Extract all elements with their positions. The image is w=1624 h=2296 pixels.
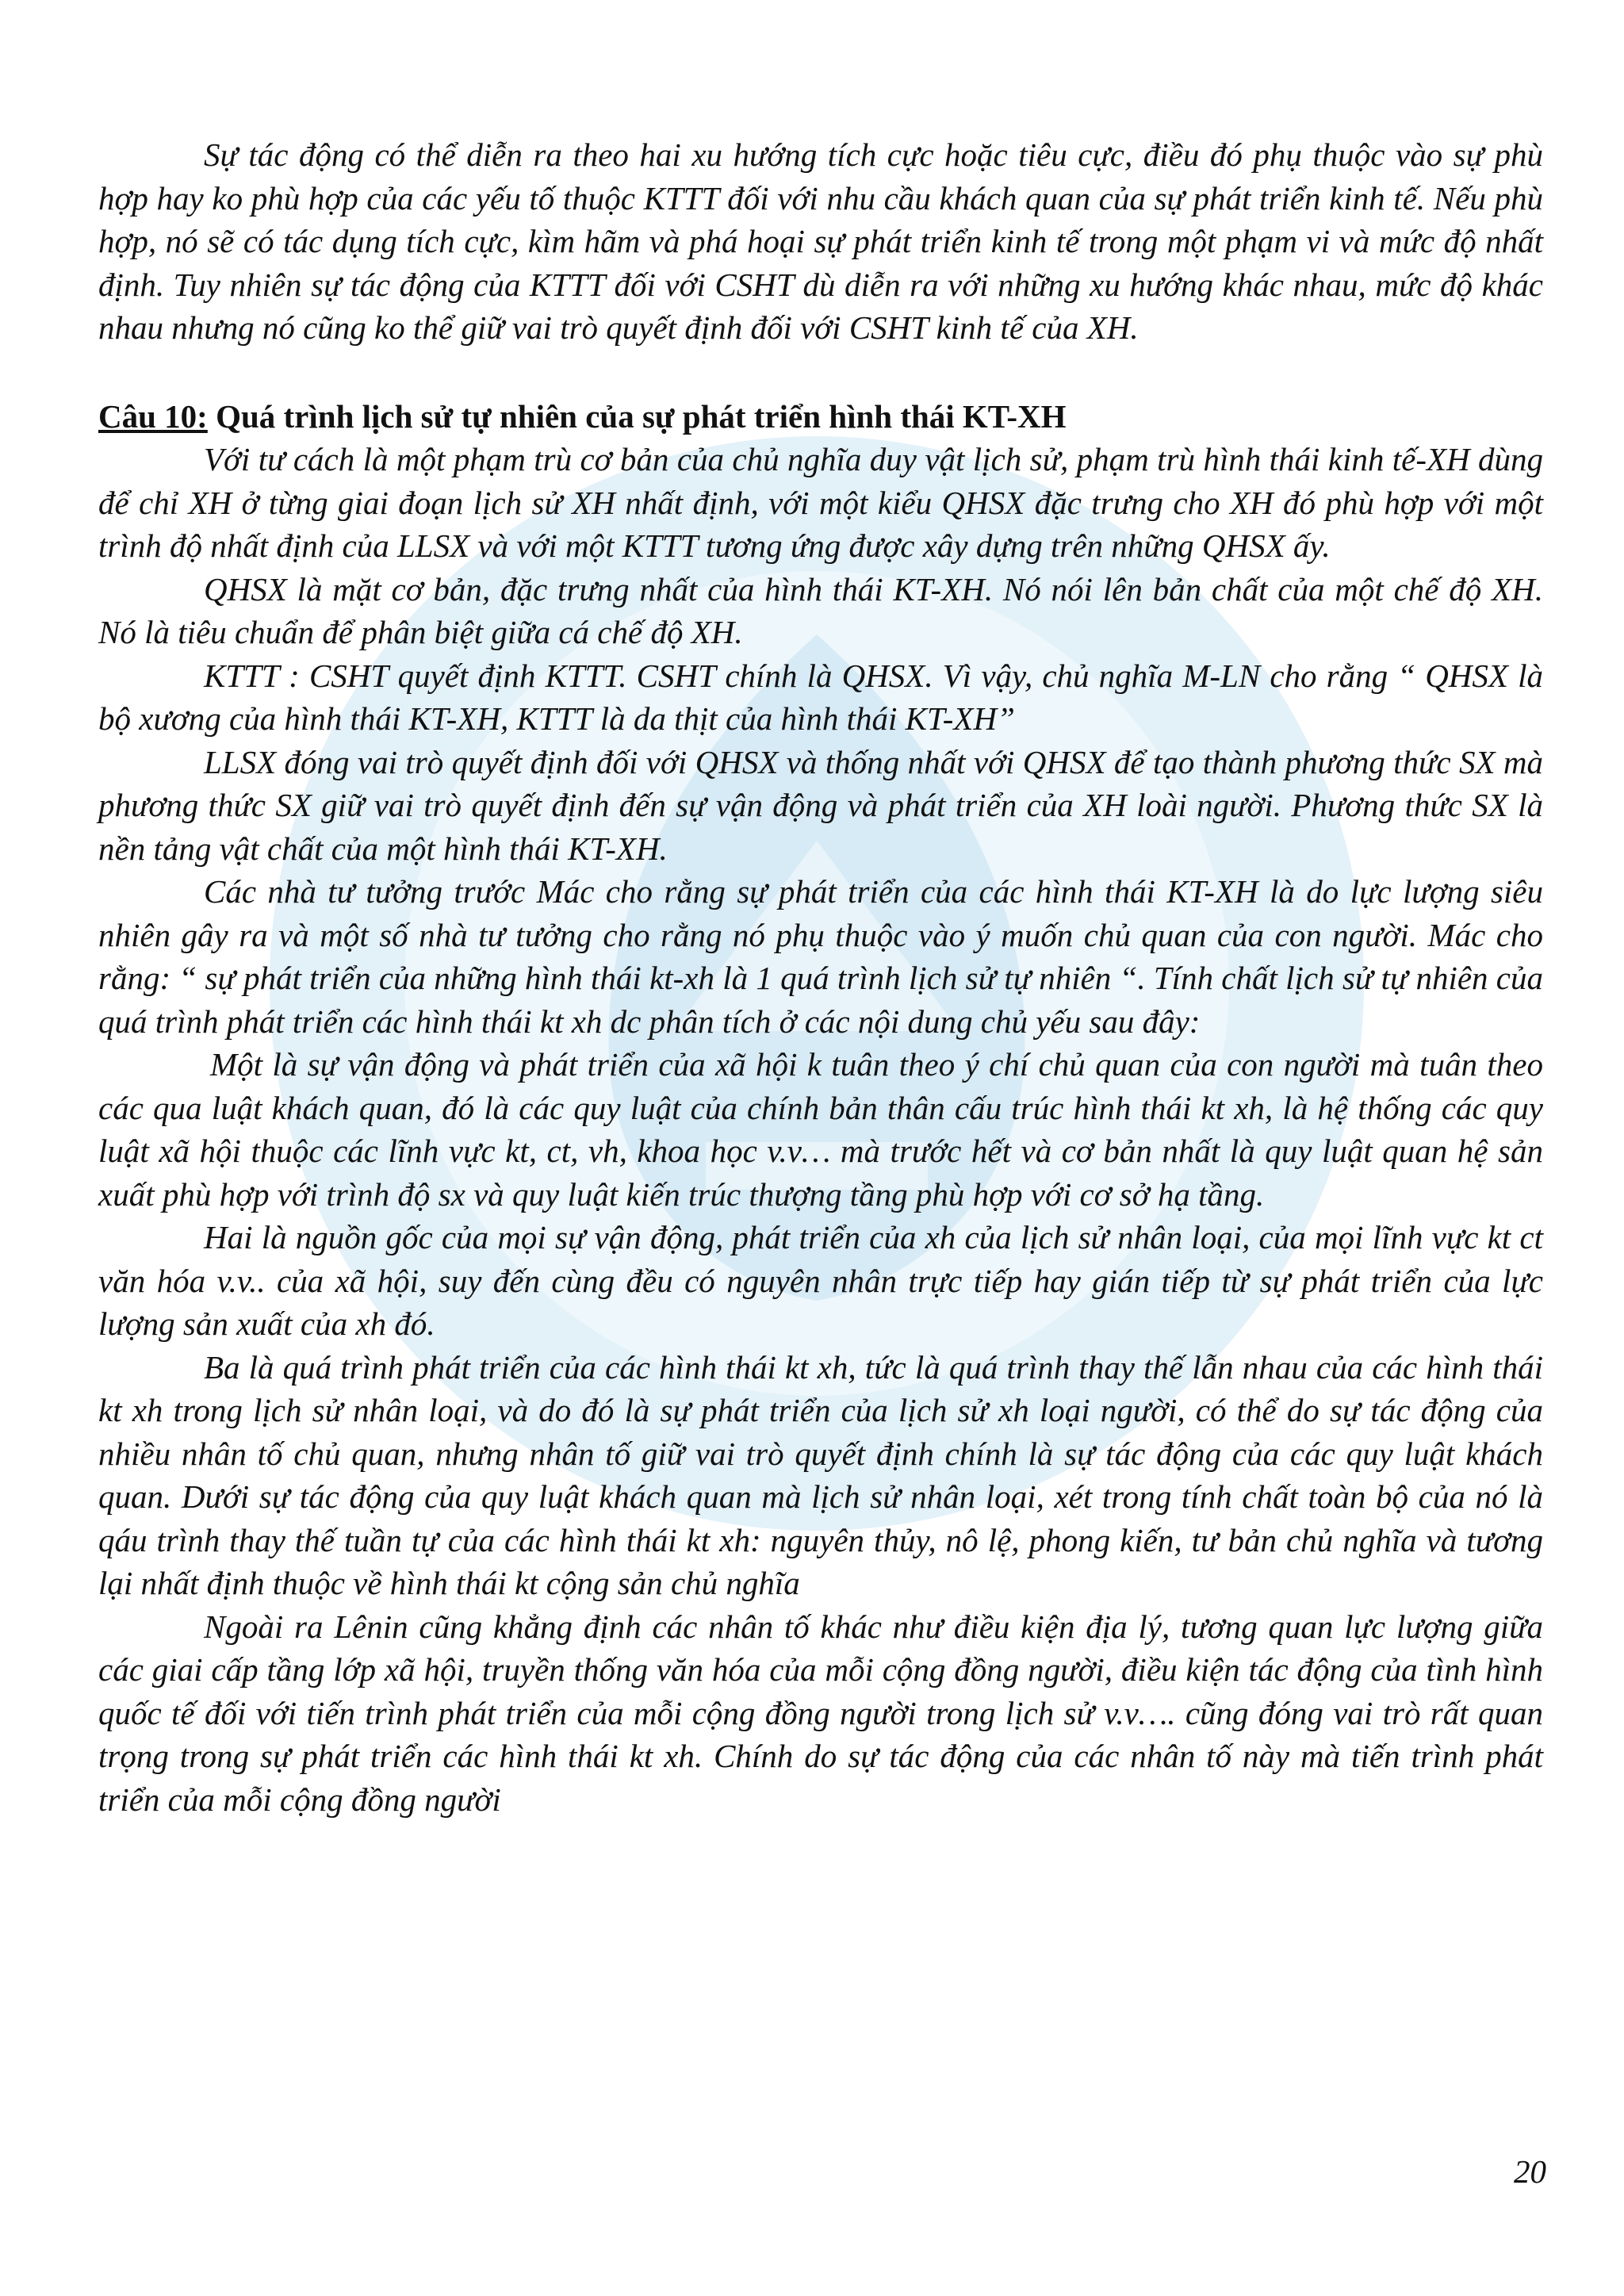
section-heading [98,395,1543,439]
body-paragraph: Một là sự vận động và phát triển của xã hội k tuân theo ý chí chủ quan của con người mà tuân theo các qua luật khách quan, đó là các quy luật của chính bản thân cấu trúc hình thái kt xh, là hệ thống các quy luật xã hội thuộc các lĩnh vực kt, ct, vh, khoa học v.v… mà trước hết và cơ bản nhất là quy luật quan hệ sản xuất phù hợp với trình độ sx và quy luật kiến trúc thượng tầng phù hợp với cơ sở hạ tầng. [98,1046,1543,1213]
body-paragraph: Các nhà tư tưởng trước Mác cho rằng sự phát triển của các hình thái KT-XH là do lực lượng siêu nhiên gây ra và một số nhà tư tưởng cho rằng nó phụ thuộc vào ý muốn chủ quan của con người. Mác cho rằng: “ sự phát triển của những hình thái kt-xh là 1 quá trình lịch sử tự nhiên “. Tính chất lịch sử tự nhiên của quá trình phát triển các hình thái kt xh dc phân tích ở các nội dung chủ yếu sau đây: [98,873,1543,1040]
body-paragraph: KTTT : CSHT quyết định KTTT. CSHT chính là QHSX. Vì vậy, chủ nghĩa M-LN cho rằng “ QHSX là bộ xương của hình thái KT-XH, KTTT là da thịt của hình thái KT-XH” [98,657,1543,737]
question-number: Câu 10: [98,397,208,435]
body-paragraph: LLSX đóng vai trò quyết định đối với QHSX và thống nhất với QHSX để tạo thành phương thức SX mà phương thức SX giữ vai trò quyết định đến sự vận động và phát triển của XH loài người. Phương thức SX là nền tảng vật chất của một hình thái KT-XH. [98,743,1543,867]
body-paragraph: Ba là quá trình phát triển của các hình thái kt xh, tức là quá trình thay thế lẫn nhau của các hình thái kt xh trong lịch sử nhân loại, và do đó là sự phát triển của lịch sử xh loại người, có thể do sự tác động của nhiều nhân tố chủ quan, nhưng nhân tố giữ vai trò quyết định chính là sự tác động của các quy luật khách quan. Dưới sự tác động của quy luật khách quan mà lịch sử nhân loại, xét trong tính chất toàn bộ của nó là qáu trình thay thế tuần tự của các hình thái kt xh: nguyên thủy, nô lệ, phong kiến, tư bản chủ nghĩa và tương lại nhất định thuộc về hình thái kt cộng sản chủ nghĩa [98,1348,1543,1601]
page-number: 20 [1514,2153,1546,2190]
document-page [98,133,1543,1821]
body-paragraph: Hai là nguồn gốc của mọi sự vận động, phát triển của xh của lịch sử nhân loại, của mọi lĩnh vực kt ct văn hóa v.v.. của xã hội, suy đến cùng đều có nguyên nhân trực tiếp hay gián tiếp từ sự phát triển của lực lượng sản xuất của xh đó. [98,1219,1543,1342]
body-paragraph: Với tư cách là một phạm trù cơ bản của chủ nghĩa duy vật lịch sử, phạm trù hình thái kinh tế-XH dùng để chỉ XH ở từng giai đoạn lịch sử XH nhất định, với một kiểu QHSX đặc trưng cho XH đó phù hợp với một trình độ nhất định của LLSX và với một KTTT tương ứng được xây dựng trên những QHSX ấy. [98,441,1543,564]
question-title: Quá trình lịch sử tự nhiên của sự phát triển hình thái KT-XH [207,397,1067,435]
intro-paragraph: Sự tác động có thể diễn ra theo hai xu hướng tích cực hoặc tiêu cực, điều đó phụ thuộc vào sự phù hợp hay ko phù hợp của các yếu tố thuộc KTTT đối với nhu cầu khách quan của sự phát triển kinh tế. Nếu phù hợp, nó sẽ có tác dụng tích cực, kìm hãm và phá hoại sự phát triển kinh tế trong một phạm vi và mức độ nhất định. Tuy nhiên sự tác động của KTTT đối với CSHT dù diễn ra với những xu hướng khác nhau, mức độ khác nhau nhưng nó cũng ko thể giữ vai trò quyết định đối với CSHT kinh tế của XH. [98,136,1543,346]
body-paragraph: Ngoài ra Lênin cũng khẳng định các nhân tố khác như điều kiện địa lý, tương quan lực lượng giữa các giai cấp tầng lớp xã hội, truyền thống văn hóa của mỗi cộng đồng người, điều kiện tác động của tình hình quốc tế đối với tiến trình phát triển của mỗi cộng đồng người trong lịch sử v.v…. cũng đóng vai trò rất quan trọng trong sự phát triển các hình thái kt xh. Chính do sự tác động của các nhân tố này mà tiến trình phát triển của mỗi cộng đồng người [98,1608,1543,1818]
body-paragraph: QHSX là mặt cơ bản, đặc trưng nhất của hình thái KT-XH. Nó nói lên bản chất của một chế độ XH. Nó là tiêu chuẩn để phân biệt giữa cá chế độ XH. [98,570,1543,650]
